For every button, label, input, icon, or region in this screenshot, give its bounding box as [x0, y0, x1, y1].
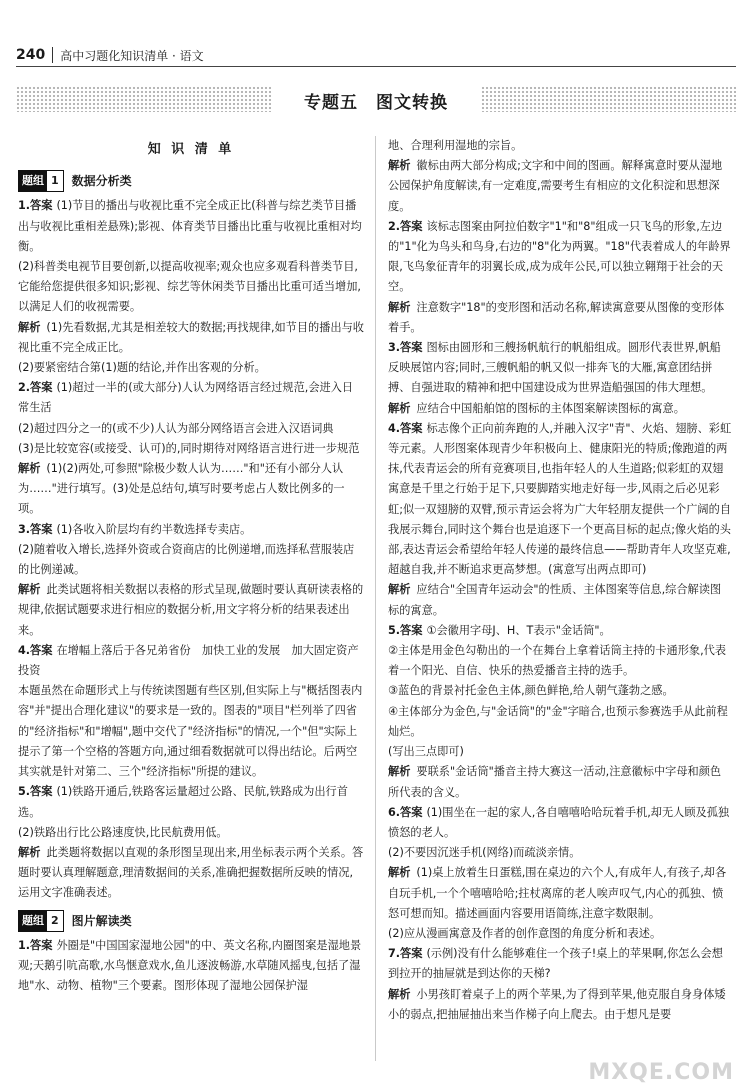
explanation-2: 解析 (1)(2)两处,可参照"除极少数人认为……"和"还有小部分人认为……"进行填写。(3)处是总结句,填写时要考虑占人数比例多的一项。	[18, 462, 345, 516]
explanation-3: 解析 此类试题将相关数据以表格的形式呈现,做题时要认真研读表格的规律,依据试题要求进行相应的数据分析,用文字将分析的结果表述出来。	[18, 583, 364, 637]
answer-text: (2)铁路出行比公路速度快,比民航费用低。	[18, 825, 228, 839]
explanation-5: 解析 此类题将数据以直观的条形图呈现出来,用坐标表示两个关系。答题时要认真理解题意,理清数据间的关系,准确把握数据所反映的情况,运用文字准确表述。	[18, 845, 364, 900]
explanation-text: (2)应从漫画寓意及作者的创作意图的角度分析和表述。	[388, 926, 662, 940]
answer-g2-1: 1.答案 外圈是"中国国家湿地公园"的中、英文名称,内圈图案是湿地景观;天鹅引吭高歌,水鸟惬意戏水,鱼儿逐波畅游,水草随风摇曳,包括了湿地"水、动物、植物"三个要素。图形体现了湿地公园保护湿	[18, 938, 362, 993]
answer-g2-7: 7.答案 (示例)没有什么能够难住一个孩子!桌上的苹果啊,你怎么会想到拉开的抽屉就是到达你的天梯?	[388, 947, 723, 981]
explanation-g2-6: 解析 (1)桌上放着生日蛋糕,围在桌边的六个人,有成年人,有孩子,却各自玩手机,一个个嘻嘻哈哈;拄杖离席的老人唉声叹气,内心的孤独、愤怒可想而知。描述画面内容要用语简练,注意字数限制。	[388, 866, 727, 920]
page-header	[16, 44, 736, 67]
knowledge-heading: 知 识 清 单	[147, 142, 235, 157]
explanation-g2-5: 解析 要联系"金话筒"播音主持大赛这一活动,注意徽标中字母和颜色所代表的含义。	[388, 765, 722, 799]
explanation-1: 解析 (1)先看数据,尤其是相差较大的数据;再找规律,如节目的播出与收视比重不完全成正比。	[18, 320, 364, 354]
answer-text: (2)科普类电视节目要创新,以提高收视率;观众也应多观看科普类节目,它能给您提供很多知识;影视、综艺等休闲类节目播出比重可适当增加,以满足人们的收视需要。	[18, 260, 361, 314]
page-number: 240	[16, 47, 53, 63]
site-watermark: MXQE.COM	[588, 1060, 734, 1085]
explanation-g2-3: 解析 应结合中国船舶馆的图标的主体图案解读图标的寓意。	[388, 401, 685, 415]
answer-text: (2)超过四分之一的(或不少)人认为部分网络语言会进入汉语词典	[18, 421, 334, 435]
column-divider	[375, 136, 376, 1061]
group-title: 数据分析类	[71, 174, 132, 189]
answer-g2-4: 4.答案 标志像个正向前奔跑的人,并融入汉字"青"、火焰、翅膀、彩虹等元素。人形图案体现青少年积极向上、健康阳光的特质;像跑道的两抹,代表青运会的所有竞赛项目,也指年轻人的人生道路;似彩虹的双翅寓意是千里之行始于足下,只要脚踏实地走好每一步,风雨之后必见彩虹;似一双翅膀的双臂,预示青运会将为广大年轻朋友提供一个广阔的自我展示舞台,同时这个舞台也是追逐下一个更高目标的起点;像火焰的头部,表达青运会希望给年轻人传递的最终信息——帮助青年人攻坚克难,超越自我,并不断追求更高梦想。(寓意写出两点即可)	[388, 421, 732, 577]
answer-5: 5.答案 (1)铁路开通后,铁路客运量超过公路、民航,铁路成为出行首选。	[18, 785, 348, 819]
answer-3: 3.答案 (1)各收入阶层均有约半数选择专卖店。	[18, 522, 252, 536]
answer-text: ③蓝色的背景衬托金色主体,颜色鲜艳,给人朝气蓬勃之感。	[388, 684, 674, 698]
explanation-text: (2)要紧密结合第(1)题的结论,并作出客观的分析。	[18, 361, 266, 375]
group-1-header	[18, 170, 364, 192]
book-title: 高中习题化知识清单 · 语文	[60, 48, 204, 63]
explanation-g2-2: 解析 注意数字"18"的变形图和活动名称,解读寓意要从图像的变形体着手。	[388, 300, 725, 334]
title-band	[16, 80, 736, 120]
answer-text: (2)随着收入增长,选择外资或合资商店的比例递增,而选择私营服装店的比例递减。	[18, 542, 355, 577]
group-title: 图片解读类	[71, 913, 132, 928]
answer-text: (写出三点即可)	[388, 745, 464, 759]
answer-text: 本题虽然在命题形式上与传统读图题有些区别,但实际上与"概括图表内容"并"提出合理化建议"的要求是一致的。图表的"项目"栏列举了四省的"经济指标"和"增幅",题中交代了"经济指标"的情况,一个"但"实际上提示了第一个空格的答题方向,通过细看数据就可以得出结论。后两空其实就是针对第二、三个"经济指标"所提的建议。	[18, 684, 363, 779]
answer-text: (2)不要因沉迷手机(网络)而疏淡亲情。	[388, 846, 581, 860]
answer-2: 2.答案 (1)超过一半的(或大部分)人认为网络语言经过规范,会进入日常生活	[18, 381, 354, 415]
answer-text: (3)是比较宽容(或接受、认可)的,同时期待对网络语言进行进一步规范	[18, 441, 360, 455]
answer-text: ②主体是用金色勾勒出的一个在舞台上拿着话筒主持的卡通形象,代表着一个阳光、自信、快乐的热爱播音主持的选手。	[388, 644, 727, 678]
explanation-g2-7: 解析 小男孩盯着桌子上的两个苹果,为了得到苹果,他克服自身身体矮小的弱点,把抽屉抽出来当作梯子向上爬去。由于想凡是要	[388, 987, 726, 1021]
group-tag: 题组 1	[18, 170, 64, 192]
left-column	[18, 136, 364, 996]
chapter-title: 专题五 图文转换	[304, 93, 448, 113]
answer-g2-3: 3.答案 图标由圆形和三艘扬帆航行的帆船组成。圆形代表世界,帆船反映展馆内容;同时,三艘帆船的帆又似一排奔飞的大雁,寓意团结拼搏、自强进取的精神和把中国建设成为世界造船强国的伟大理想。	[388, 341, 721, 395]
answer-g2-2: 2.答案 该标志图案由阿拉伯数字"1"和"8"组成一只飞鸟的形象,左边的"1"化为鸟头和鸟身,右边的"8"化为两翼。"18"代表着成人的年龄界限,飞鸟象征青年的羽翼长成,成为成年公民,可以独立翱翔于社会的天空。	[388, 219, 731, 294]
answer-g2-6: 6.答案 (1)围坐在一起的家人,各自嘻嘻哈哈玩着手机,却无人顾及孤独愤怒的老人。	[388, 805, 730, 839]
group-tag: 题组 2	[18, 910, 64, 932]
answer-g2-5: 5.答案 ①会徽用字母J、H、T表示"金话筒"。	[388, 623, 611, 637]
answer-1: 1.答案 (1)节目的播出与收视比重不完全成正比(科普与综艺类节目播出与收视比重相差悬殊);影视、体育类节目播出比重与收视比重相对均衡。	[18, 199, 362, 253]
answer-continuation: 地、合理利用湿地的宗旨。	[388, 139, 523, 152]
explanation-g2-4: 解析 应结合"全国青年运动会"的性质、主体图案等信息,综合解读图标的寓意。	[388, 583, 722, 617]
group-2-header	[18, 910, 364, 932]
answer-4: 4.答案 在增幅上落后于各兄弟省份 加快工业的发展 加大固定资产投资	[18, 643, 359, 678]
answer-text: ④主体部分为金色,与"金话筒"的"金"字暗合,也预示参赛选手从此前程灿烂。	[388, 704, 728, 738]
right-column	[388, 136, 732, 1025]
explanation-g2-1: 解析 徽标由两大部分构成;文字和中间的图画。解释寓意时要从湿地公园保护角度解读,有一定难度,需要考生有相应的文化积淀和思想深度。	[388, 159, 723, 213]
